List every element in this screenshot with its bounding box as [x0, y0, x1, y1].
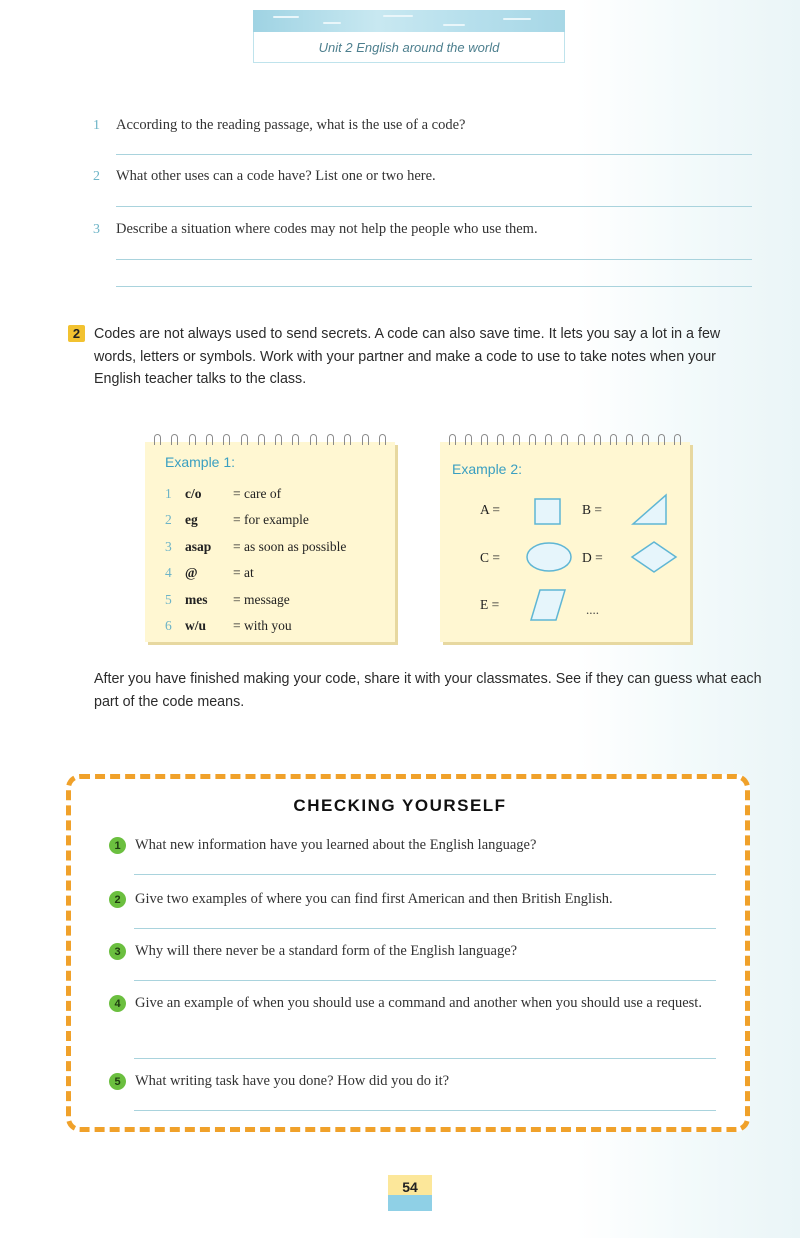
- unit-title-box: [253, 32, 565, 63]
- example-1-notepad: [145, 442, 395, 642]
- checking-yourself-title: CHECKING YOURSELF: [293, 796, 507, 815]
- answer-line[interactable]: [134, 1058, 716, 1059]
- check-item-number: 1: [109, 837, 126, 854]
- check-item-number: 4: [109, 995, 126, 1012]
- example-1-title: Example 1:: [165, 454, 236, 470]
- code-row: 2 eg = for example: [165, 512, 309, 527]
- check-item-text: Give an example of when you should use a command and another when you should use a request.: [135, 995, 702, 1011]
- answer-line[interactable]: [116, 206, 752, 207]
- code-row: 4 @ = at: [165, 565, 254, 580]
- answer-line[interactable]: [116, 154, 752, 155]
- question-text: According to the reading passage, what is the use of a code?: [116, 117, 466, 133]
- answer-line[interactable]: [134, 874, 716, 875]
- answer-line[interactable]: [134, 1110, 716, 1111]
- question-number: 2: [93, 169, 100, 184]
- triangle-icon: [630, 492, 670, 527]
- unit-title: Unit 2 English around the world: [318, 39, 500, 55]
- check-item-text: What writing task have you done? How did you do it?: [135, 1073, 450, 1089]
- page-number: 54: [402, 1179, 418, 1195]
- check-item-text: Why will there never be a standard form of the English language?: [135, 943, 518, 959]
- spiral-binding: [440, 434, 690, 448]
- code-row: 5 mes = message: [165, 592, 290, 607]
- check-item-text: What new information have you learned about the English language?: [135, 837, 537, 853]
- question-number: 3: [93, 222, 100, 237]
- square-icon: [533, 497, 563, 527]
- header-banner: [253, 10, 565, 32]
- task-number-badge: 2: [68, 325, 85, 342]
- more-shapes-ellipsis: ....: [586, 602, 599, 617]
- check-item-number: 3: [109, 943, 126, 960]
- shape-label-d: D =: [582, 550, 603, 565]
- parallelogram-icon: [528, 587, 568, 623]
- question-number: 1: [93, 118, 100, 133]
- check-item-text: Give two examples of where you can find first American and then British English.: [135, 891, 613, 907]
- shape-label-a: A =: [480, 502, 500, 517]
- answer-line[interactable]: [116, 286, 752, 287]
- ellipse-icon: [524, 540, 574, 574]
- code-row: 1 c/o = care of: [165, 486, 282, 501]
- shape-label-e: E =: [480, 597, 500, 612]
- shape-label-c: C =: [480, 550, 500, 565]
- answer-line[interactable]: [134, 980, 716, 981]
- code-row: 3 asap = as soon as possible: [165, 539, 347, 554]
- answer-line[interactable]: [116, 259, 752, 260]
- follow-up-instructions: After you have finished making your code, share it with your classmates. See if they can guess what each part of the code means.: [94, 671, 762, 710]
- shape-label-b: B =: [582, 502, 602, 517]
- question-text: What other uses can a code have? List one or two here.: [116, 168, 436, 184]
- check-item-number: 2: [109, 891, 126, 908]
- diamond-icon: [630, 540, 678, 574]
- answer-line[interactable]: [134, 928, 716, 929]
- check-item-number: 5: [109, 1073, 126, 1090]
- question-text: Describe a situation where codes may not help the people who use them.: [116, 221, 538, 237]
- example-2-title: Example 2:: [452, 461, 523, 477]
- spiral-binding: [145, 434, 395, 448]
- example-2-notepad: [440, 442, 690, 642]
- task-instructions: Codes are not always used to send secrets. A code can also save time. It lets you say a lot in a few words, letters or symbols. Work with your partner and make a code to use to take notes when your English teacher talks to the class.: [94, 326, 721, 387]
- code-row: 6 w/u = with you: [165, 618, 292, 633]
